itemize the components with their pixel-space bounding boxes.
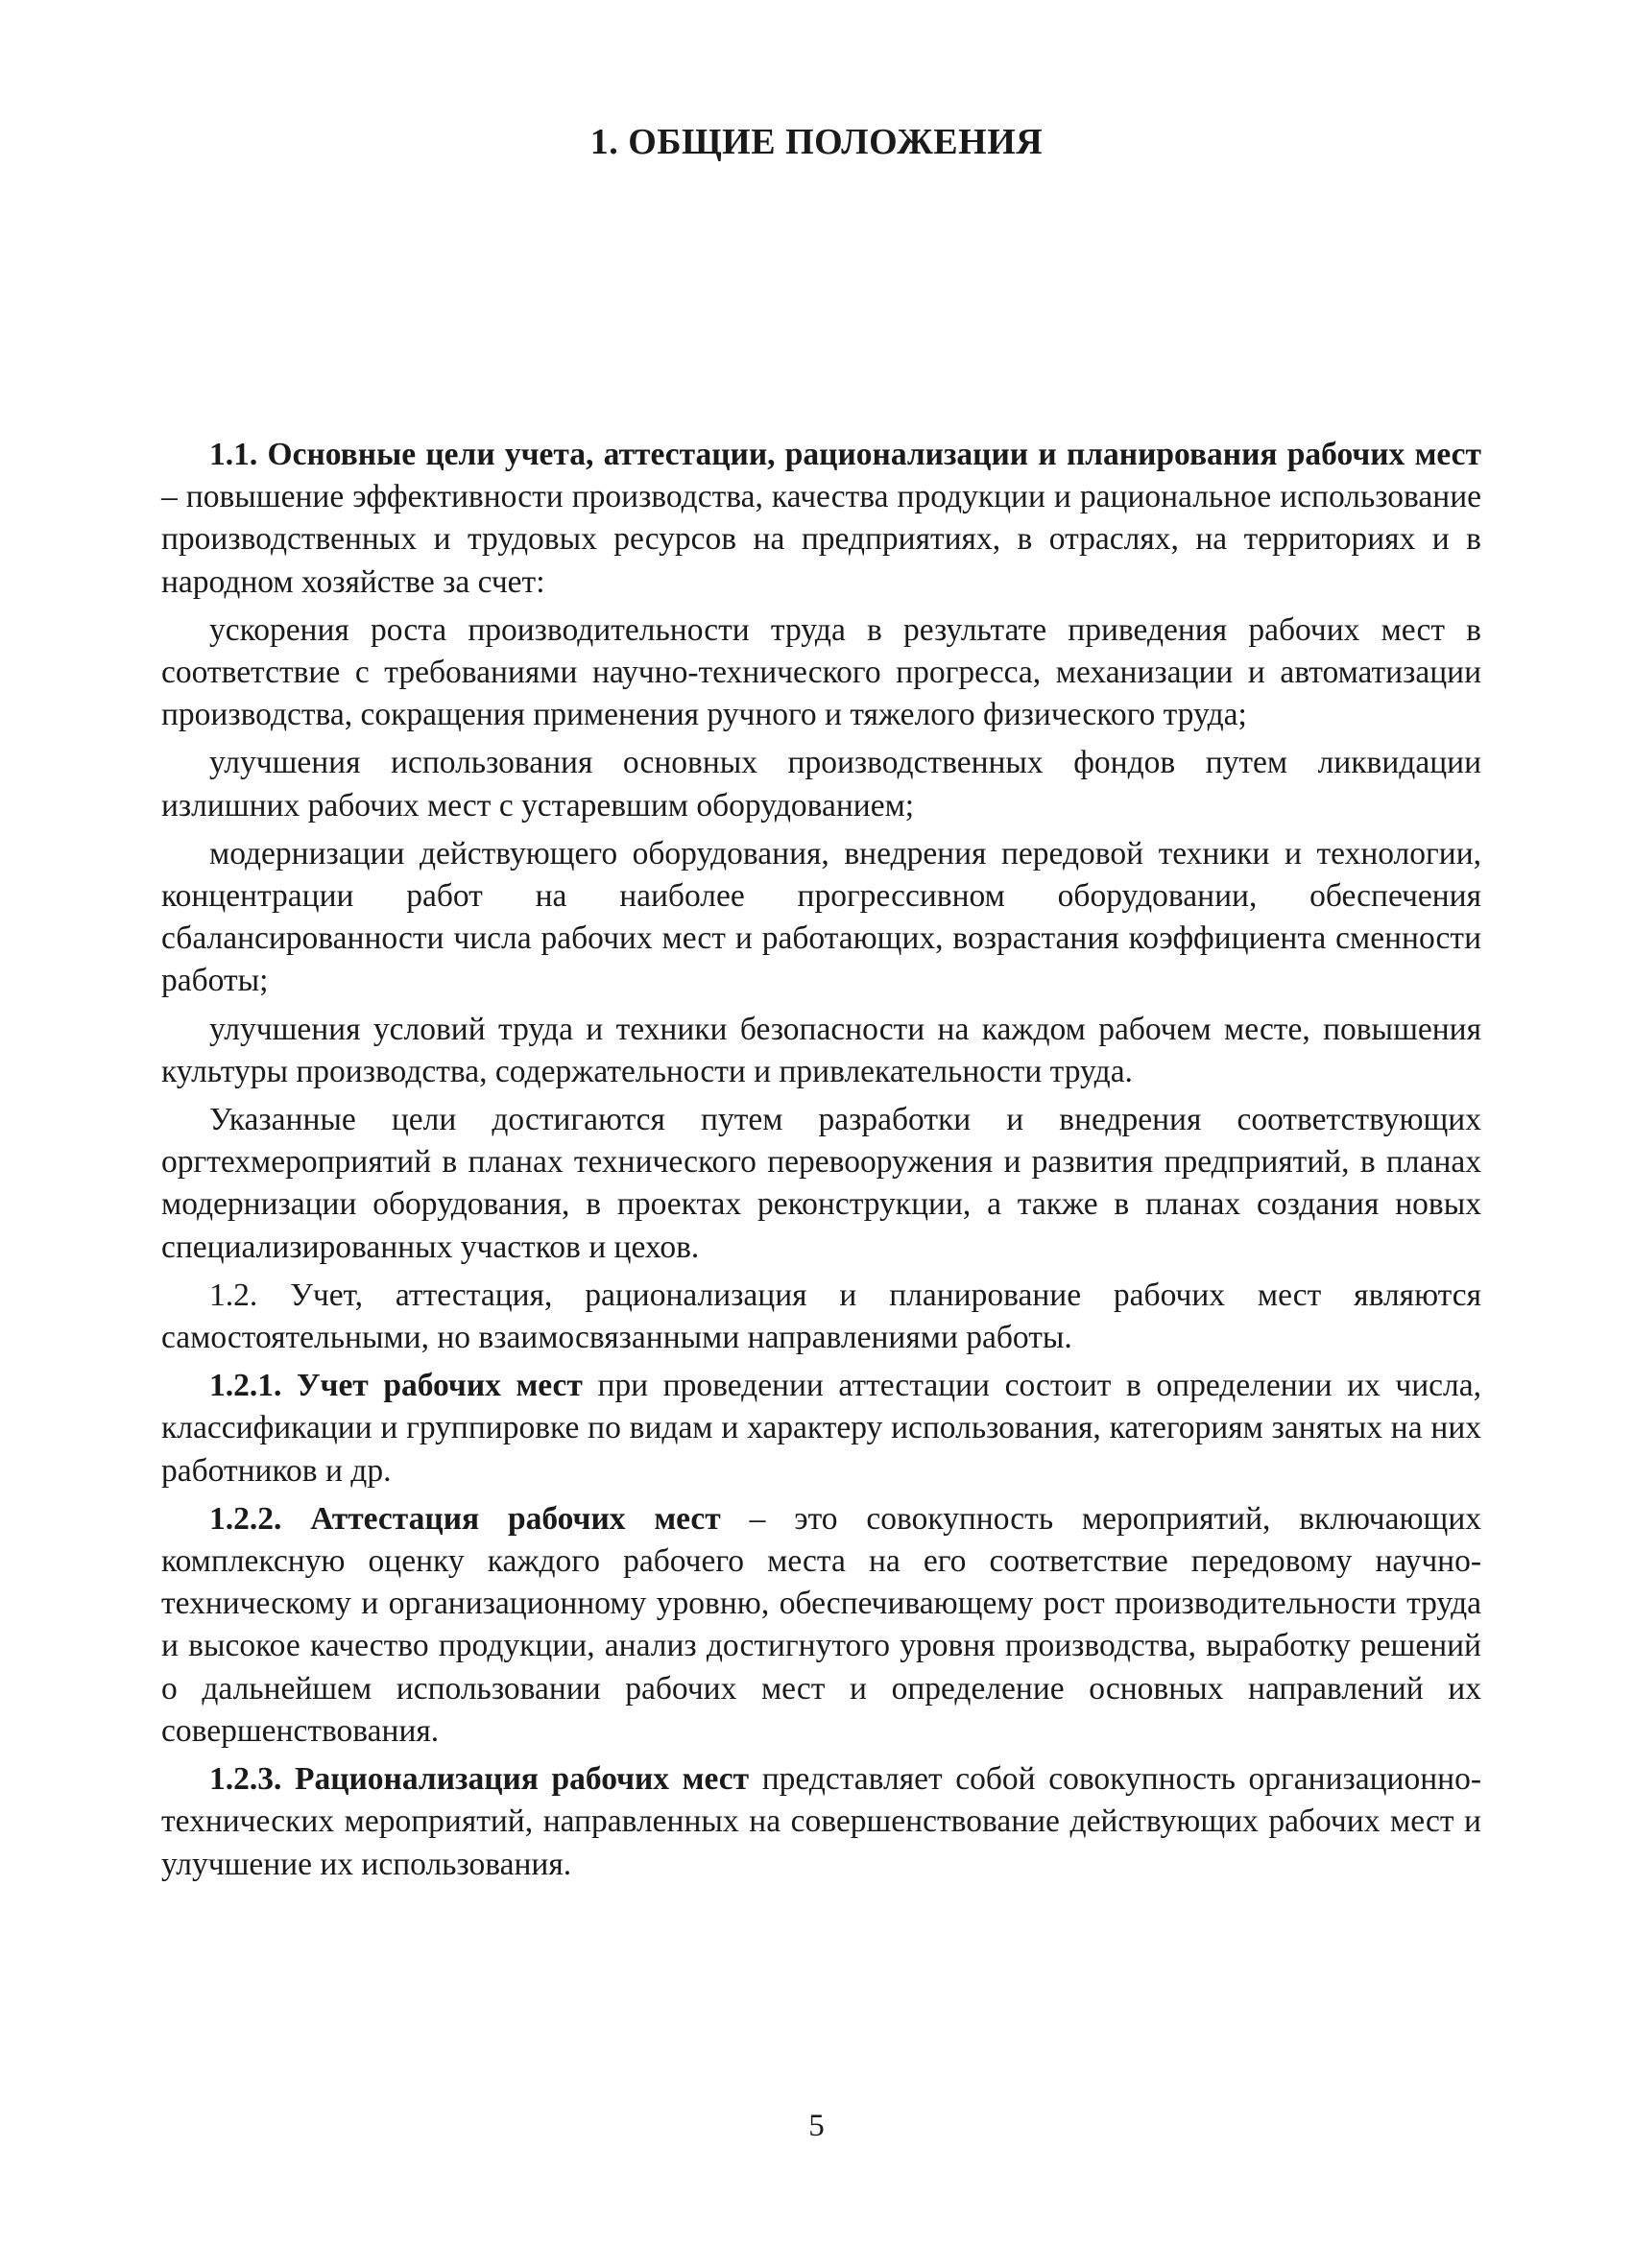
paragraph-text: ускорения роста производительности труда в результате приведения рабочих мест в соответствие с требованиями научно-технического прогресса, механизации и автоматизации производства, сокращения применения ручного и тяжелого физического труда; [161, 611, 1481, 733]
paragraph-conditions [161, 1009, 1481, 1093]
paragraph-lead: 1.2.1. Учет рабочих мест [209, 1368, 583, 1404]
paragraph-funds [161, 742, 1481, 826]
paragraph-text: представляет собой совокупность организационно-технических мероприятий, направленных на совершенствование действующих рабочих мест и улучшение их использования. [161, 1761, 1481, 1882]
paragraph-lead: 1.2.2. Аттестация рабочих мест [209, 1500, 721, 1537]
paragraph-acceleration [161, 609, 1481, 737]
paragraph-modernization [161, 833, 1481, 1003]
paragraph-text: – это совокупность мероприятий, включающих комплексную оценку каждого рабочего места на его соответствие передовому научно-техническому и организационному уровню, обеспечивающему рост производительности труда и высокое качество продукции, анализ достигнутого уровня производства, выработку решений о дальнейшем использовании рабочих мест и определение основных направлений их совершенствования. [161, 1500, 1481, 1749]
paragraph-text: улучшения использования основных производственных фондов путем ликвидации излишних рабочих мест с устаревшим оборудованием; [161, 745, 1481, 824]
paragraph-lead: 1.1. Основные цели учета, аттестации, рационализации и планирования рабочих мест [209, 437, 1481, 472]
paragraph-text: Указанные цели достигаются путем разработки и внедрения соответствующих оргтехмероприятий в планах технического перевооружения и развития предприятий, в планах модернизации оборудования, в проектах реконструкции, а также в планах создания новых специализированных участков и цехов. [161, 1102, 1481, 1265]
paragraph-1-1 [161, 434, 1481, 604]
paragraph-goals [161, 1099, 1481, 1269]
paragraph-text: – повышение эффективности производства, качества продукции и рациональное использование производственных и трудовых ресурсов на предприятиях, в отраслях, на территориях и в народном хозяйстве за счет: [161, 479, 1481, 600]
paragraph-text: улучшения условий труда и техники безопасности на каждом рабочем месте, повышения культуры производства, содержательности и привлекательности труда. [161, 1011, 1481, 1089]
paragraph-text: при проведении аттестации состоит в определении их числа, классификации и группировке по видам и характеру использования, категориям занятых на них работников и др. [161, 1368, 1481, 1489]
section-body [161, 434, 1481, 1886]
paragraph-1-2 [161, 1275, 1481, 1359]
paragraph-text: 1.2. Учет, аттестация, рационализация и планирование рабочих мест являются самостоятельными, но взаимосвязанными направлениями работы. [161, 1277, 1481, 1356]
section-heading: 1. ОБЩИЕ ПОЛОЖЕНИЯ [589, 122, 1044, 162]
paragraph-1-2-1 [161, 1365, 1481, 1492]
paragraph-lead: 1.2.3. Рационализация рабочих мест [209, 1761, 750, 1798]
paragraph-1-2-3 [161, 1758, 1481, 1886]
page-number: 5 [808, 2109, 825, 2143]
paragraph-text: модернизации действующего оборудования, внедрения передовой техники и технологии, концентрации работ на наиболее прогрессивном оборудовании, обеспечения сбалансированности числа рабочих мест и работающих, возрастания коэффициента сменности работы; [161, 835, 1481, 999]
paragraph-1-2-2 [161, 1498, 1481, 1753]
